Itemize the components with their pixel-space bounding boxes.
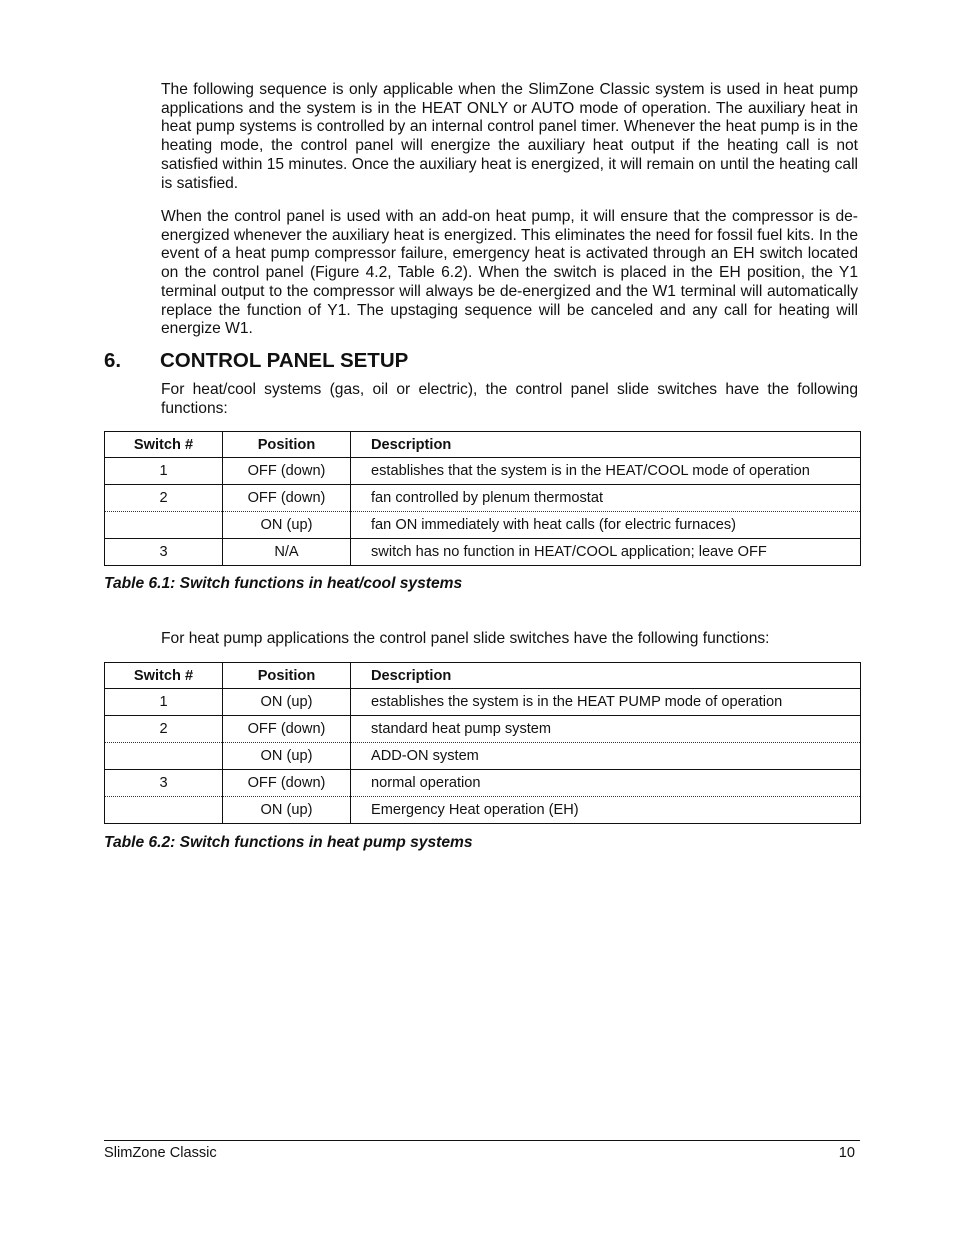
heat-cool-switch-table <box>104 431 861 566</box>
cell-switch <box>105 743 223 770</box>
page-number: 10 <box>838 1145 855 1161</box>
cell-description: Emergency Heat operation (EH) <box>351 797 861 824</box>
cell-switch: 3 <box>105 770 223 797</box>
table-caption: Table 6.2: Switch functions in heat pump systems <box>104 834 473 851</box>
cell-position: OFF (down) <box>223 485 351 512</box>
table-caption: Table 6.1: Switch functions in heat/cool systems <box>104 575 463 592</box>
cell-switch: 2 <box>105 485 223 512</box>
cell-description: normal operation <box>351 770 861 797</box>
cell-description: ADD-ON system <box>351 743 861 770</box>
cell-switch: 3 <box>105 539 223 566</box>
table-row <box>105 716 861 743</box>
cell-switch: 2 <box>105 716 223 743</box>
section-title: CONTROL PANEL SETUP <box>160 349 409 372</box>
heat-pump-switch-table <box>104 662 861 824</box>
table-row <box>105 539 861 566</box>
cell-description: fan controlled by plenum thermostat <box>351 485 861 512</box>
cell-position: ON (up) <box>223 797 351 824</box>
add-on-heat-pump-paragraph: When the control panel is used with an add-on heat pump, it will ensure that the compressor is de-energized whenever the auxiliary heat is energized. This eliminates the need for fossil fuel kits. In the event of a heat pump compressor failure, emergency heat is activated through an EH switch located on the control panel (Figure 4.2, Table 6.2). When the switch is placed in the EH position, the Y1 terminal output to the compressor will always be de-energized and the W1 terminal will automatically replace the function of Y1. The upstaging sequence will be canceled and any call for heating will energize W1. <box>161 208 858 338</box>
heat-cool-intro-paragraph: For heat/cool systems (gas, oil or electric), the control panel slide switches have the following functions: <box>161 381 858 417</box>
cell-position: ON (up) <box>223 689 351 716</box>
cell-position: OFF (down) <box>223 458 351 485</box>
table-header-row <box>105 663 861 689</box>
cell-description: standard heat pump system <box>351 716 861 743</box>
cell-description: fan ON immediately with heat calls (for electric furnaces) <box>351 512 861 539</box>
cell-description: establishes that the system is in the HEAT/COOL mode of operation <box>351 458 861 485</box>
cell-switch: 1 <box>105 458 223 485</box>
header-switch: Switch # <box>105 663 223 689</box>
cell-position: ON (up) <box>223 512 351 539</box>
table-row <box>105 797 861 824</box>
table-row <box>105 770 861 797</box>
footer-divider <box>104 1140 860 1141</box>
cell-description: switch has no function in HEAT/COOL application; leave OFF <box>351 539 861 566</box>
cell-switch <box>105 797 223 824</box>
cell-position: N/A <box>223 539 351 566</box>
table-row <box>105 689 861 716</box>
cell-position: ON (up) <box>223 743 351 770</box>
cell-description: establishes the system is in the HEAT PUMP mode of operation <box>351 689 861 716</box>
header-position: Position <box>223 432 351 458</box>
section-number: 6. <box>104 349 122 372</box>
cell-switch <box>105 512 223 539</box>
header-position: Position <box>223 663 351 689</box>
cell-position: OFF (down) <box>223 770 351 797</box>
table-row <box>105 743 861 770</box>
table-row <box>105 512 861 539</box>
heat-pump-intro-paragraph: For heat pump applications the control panel slide switches have the following functions: <box>161 630 770 647</box>
table-row <box>105 485 861 512</box>
section-heading <box>104 349 408 373</box>
header-description: Description <box>351 432 861 458</box>
intro-paragraph-heat-pump-sequence: The following sequence is only applicable when the SlimZone Classic system is used in heat pump applications and the system is in the HEAT ONLY or AUTO mode of operation. The auxiliary heat in heat pump systems is controlled by an internal control panel timer. Whenever the heat pump is in the heating mode, the control panel will energize the auxiliary heat output if the heating call is not satisfied within 15 minutes. Once the auxiliary heat is energized, it will remain on until the heating call is satisfied. <box>161 81 858 192</box>
cell-position: OFF (down) <box>223 716 351 743</box>
table-row <box>105 458 861 485</box>
header-description: Description <box>351 663 861 689</box>
cell-switch: 1 <box>105 689 223 716</box>
header-switch: Switch # <box>105 432 223 458</box>
footer-document-title: SlimZone Classic <box>104 1145 217 1161</box>
table-header-row <box>105 432 861 458</box>
